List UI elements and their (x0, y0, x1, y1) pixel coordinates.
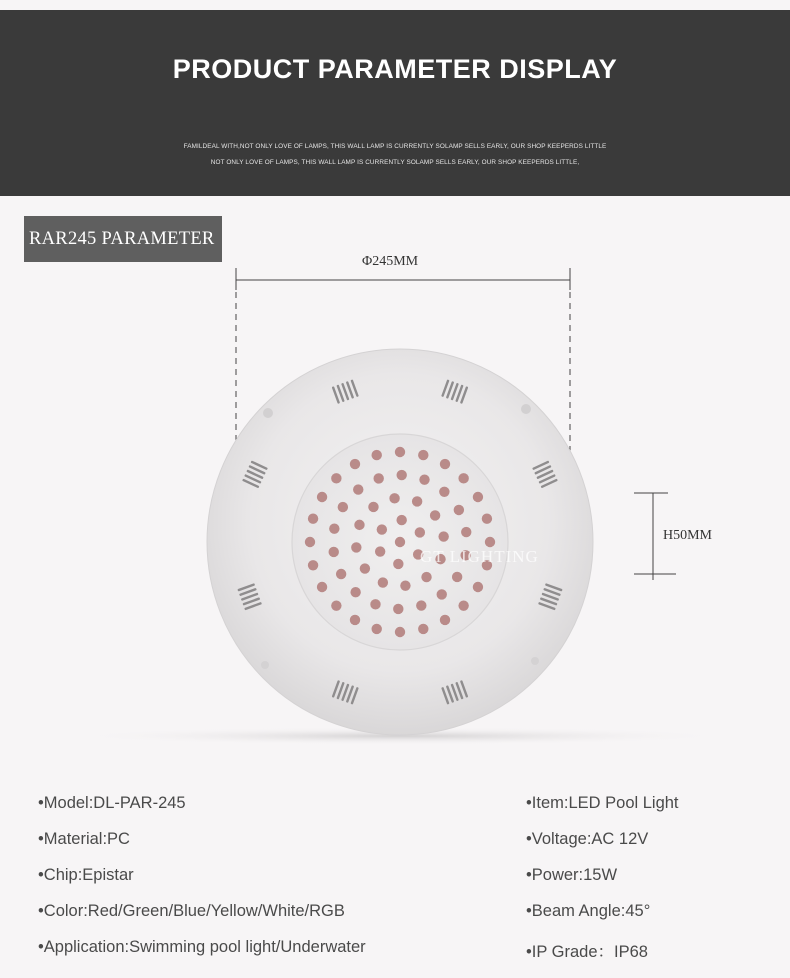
led-dot (395, 537, 405, 547)
led-dot (372, 450, 382, 460)
spec-ip-grade: •IP Grade：IP68 (526, 943, 648, 961)
led-dot (452, 572, 462, 582)
led-dot (353, 484, 363, 494)
led-dot (377, 524, 387, 534)
spec-application: •Application:Swimming pool light/Underwater (38, 938, 366, 956)
led-dot (375, 546, 385, 556)
led-dot (473, 582, 483, 592)
spec-item: •Item:LED Pool Light (526, 794, 679, 812)
spec-model: •Model:DL-PAR-245 (38, 794, 186, 812)
led-dot (482, 514, 492, 524)
spec-chip: •Chip:Epistar (38, 866, 134, 884)
led-dot (418, 624, 428, 634)
led-dot (412, 496, 422, 506)
led-dot (440, 459, 450, 469)
led-dot (329, 523, 339, 533)
height-label: H50MM (663, 528, 713, 543)
led-dot (350, 615, 360, 625)
led-dot (336, 569, 346, 579)
led-dot (454, 505, 464, 515)
led-dot (354, 520, 364, 530)
led-dot (351, 542, 361, 552)
led-dot (440, 615, 450, 625)
led-dot (419, 474, 429, 484)
led-dot (458, 600, 468, 610)
led-dot (395, 447, 405, 457)
led-dot (438, 531, 448, 541)
header-subtitle-line-1: FAMILDEAL WITH,NOT ONLY LOVE OF LAMPS, THIS WALL LAMP IS CURRENTLY SOLAMP SELLS EARLY, OUR SHOP KEEPERDS LITTLE (183, 143, 607, 150)
spec-beam-angle: •Beam Angle:45° (526, 902, 651, 920)
led-dot (400, 580, 410, 590)
led-dot (360, 563, 370, 573)
screw-hole (261, 661, 269, 669)
led-dot (439, 487, 449, 497)
led-dot (329, 547, 339, 557)
led-dot (368, 502, 378, 512)
led-dot (331, 600, 341, 610)
led-dot (317, 492, 327, 502)
page-title: PRODUCT PARAMETER DISPLAY (172, 54, 618, 84)
led-dot (421, 572, 431, 582)
parameter-title: RAR245 PARAMETER (29, 229, 215, 249)
led-dot (437, 589, 447, 599)
led-dot (373, 473, 383, 483)
led-dot (416, 600, 426, 610)
led-dot (331, 473, 341, 483)
led-dot (430, 510, 440, 520)
led-dot (395, 627, 405, 637)
led-dot (397, 470, 407, 480)
led-dot (389, 493, 399, 503)
led-dot (372, 624, 382, 634)
led-dot (317, 582, 327, 592)
screw-hole (263, 408, 273, 418)
led-dot (485, 537, 495, 547)
led-dot (378, 577, 388, 587)
led-dot (308, 560, 318, 570)
led-dot (393, 559, 403, 569)
led-dot (350, 459, 360, 469)
led-dot (461, 527, 471, 537)
diameter-label: Φ245MM (362, 254, 419, 269)
screw-hole (531, 657, 539, 665)
spec-voltage: •Voltage:AC 12V (526, 830, 649, 848)
spec-material: •Material:PC (38, 830, 130, 848)
screw-hole (521, 404, 531, 414)
led-dot (458, 473, 468, 483)
led-dot (418, 450, 428, 460)
led-dot (473, 492, 483, 502)
watermark: GT LIGHTING (420, 547, 539, 566)
spec-color: •Color:Red/Green/Blue/Yellow/White/RGB (38, 902, 345, 920)
led-dot (350, 587, 360, 597)
led-dot (396, 515, 406, 525)
led-dot (393, 604, 403, 614)
led-dot (415, 527, 425, 537)
led-dot (370, 599, 380, 609)
led-dot (338, 502, 348, 512)
led-dot (305, 537, 315, 547)
header-subtitle-line-2: NOT ONLY LOVE OF LAMPS, THIS WALL LAMP IS CURRENTLY SOLAMP SELLS EARLY, OUR SHOP KEEPERDS LITTLE, (210, 159, 580, 166)
led-dot (308, 514, 318, 524)
spec-power: •Power:15W (526, 866, 618, 884)
